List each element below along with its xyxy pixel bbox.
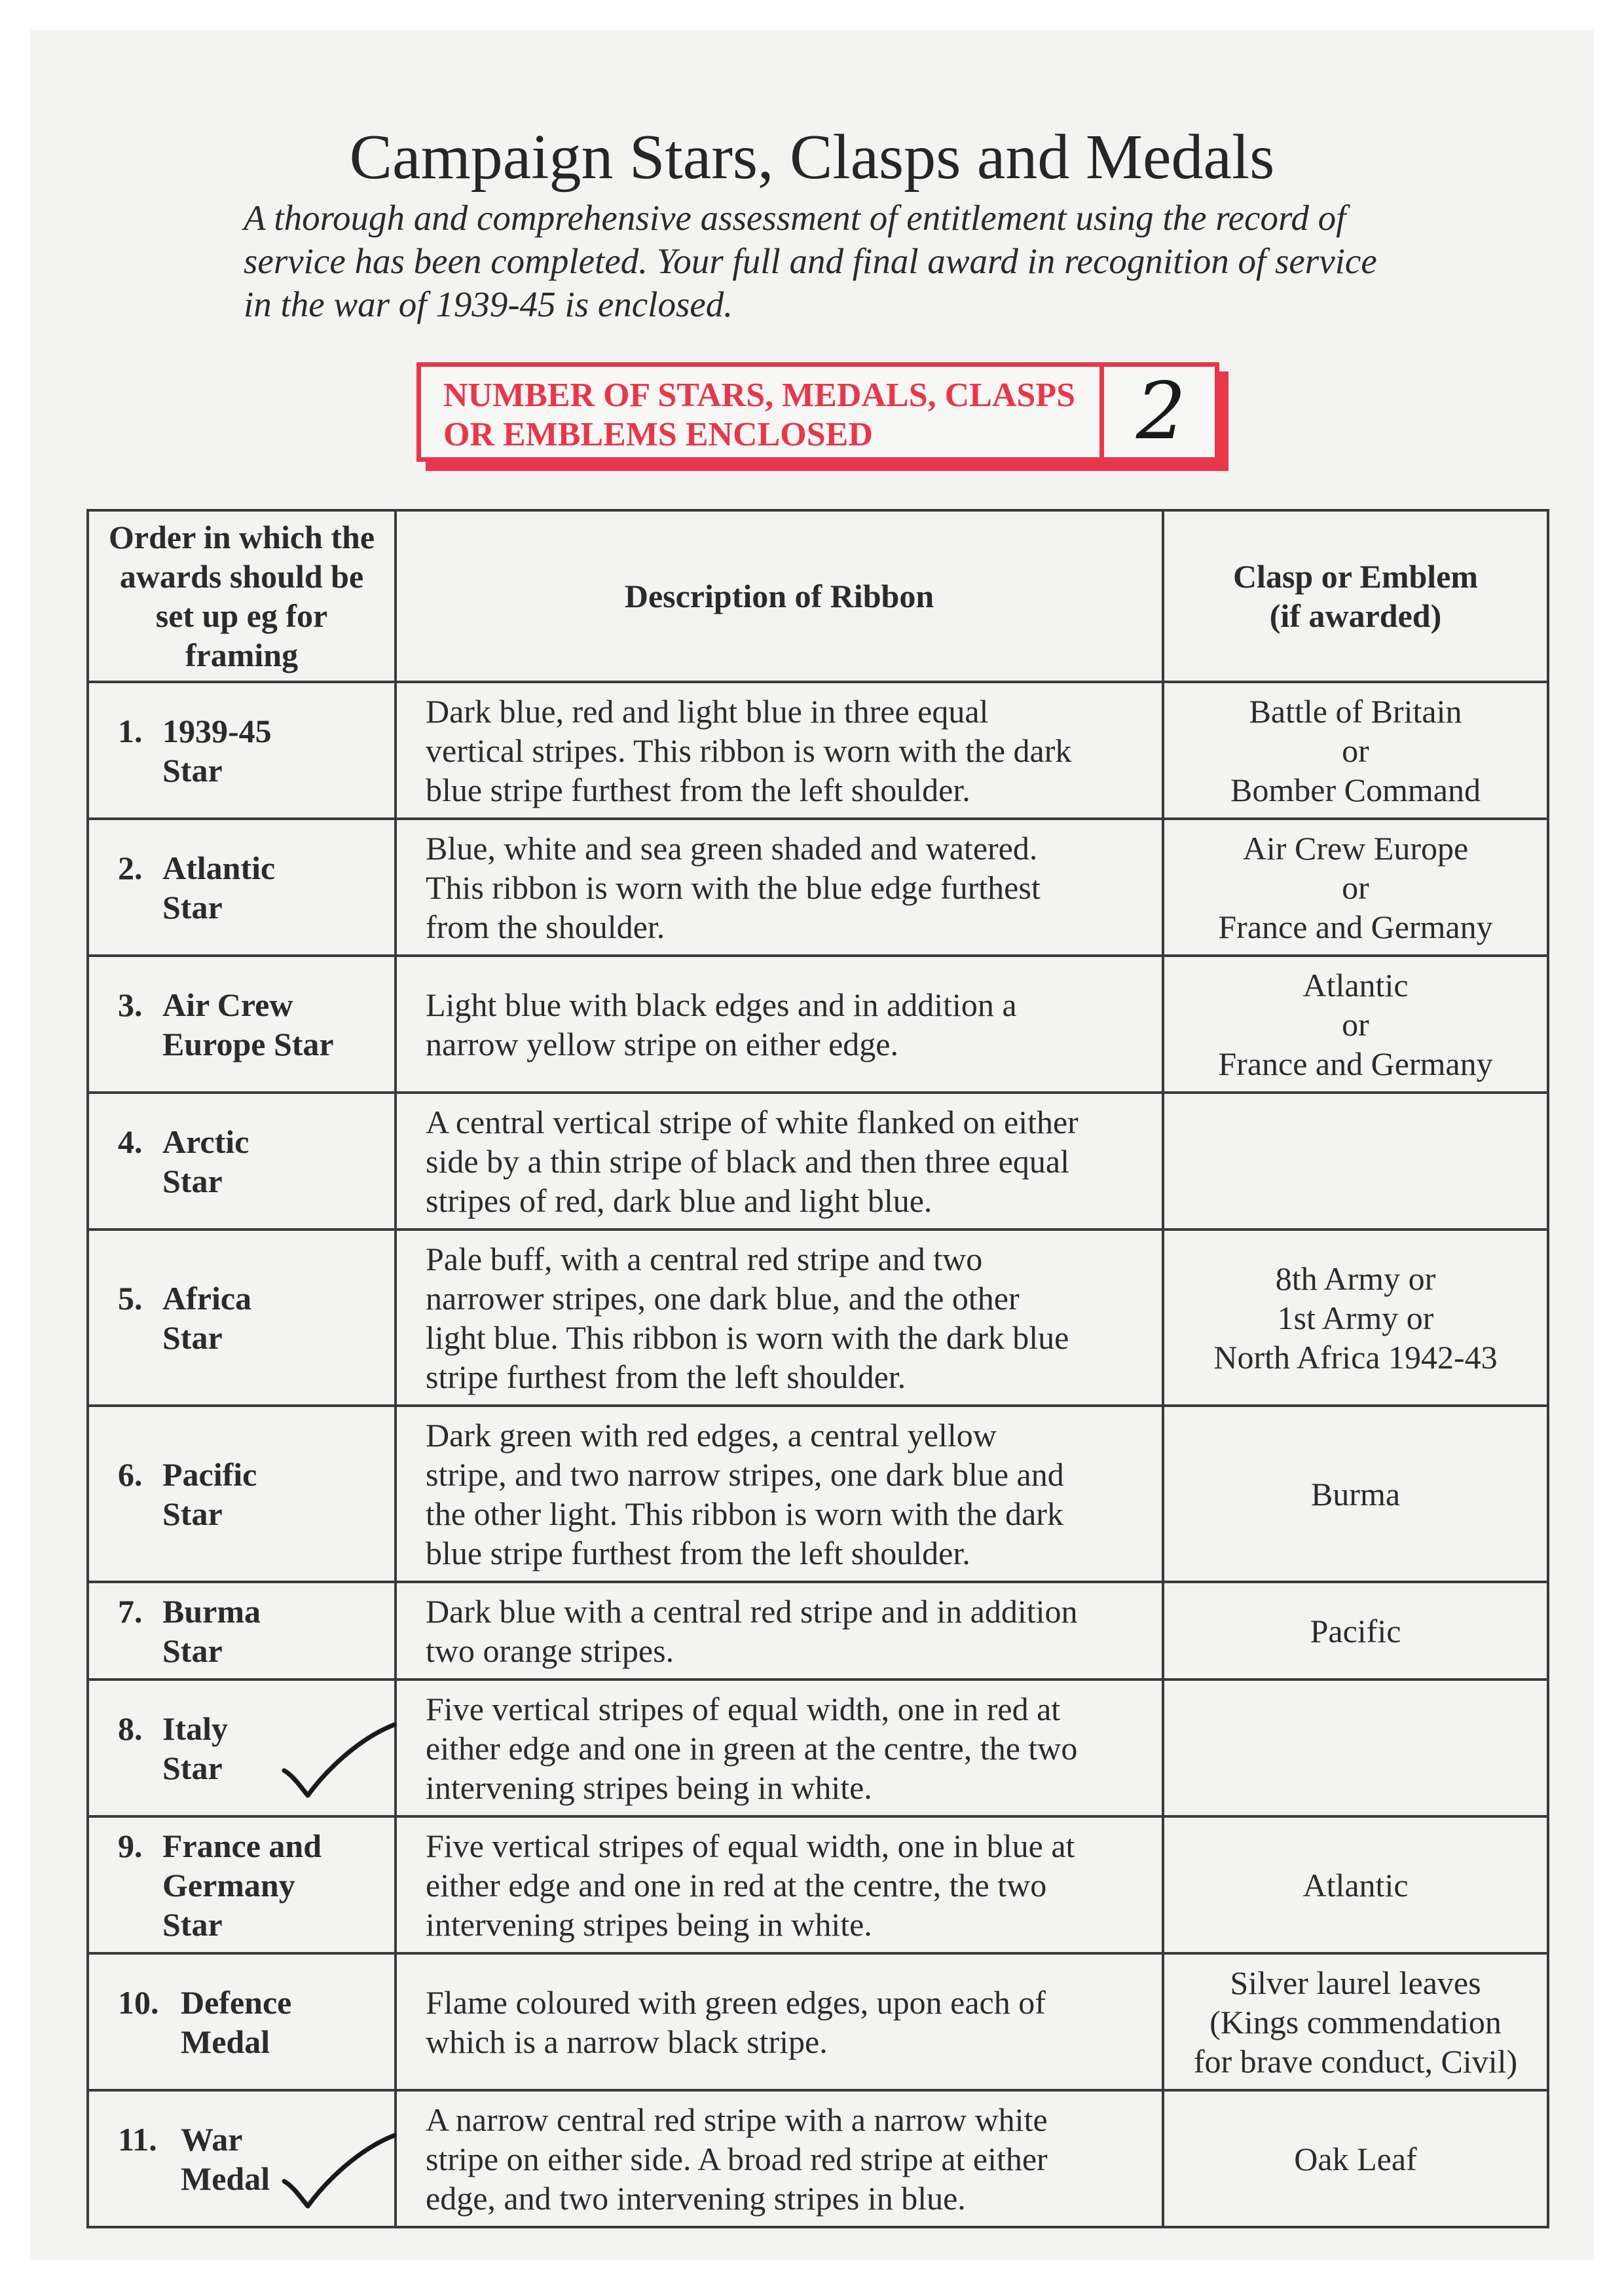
award-name: Defence Medal bbox=[181, 1983, 292, 2060]
award-order-cell bbox=[88, 1406, 396, 1582]
award-number: 6. bbox=[118, 1455, 143, 1493]
count-box-divider bbox=[1099, 367, 1104, 457]
award-row bbox=[88, 682, 1548, 819]
award-row bbox=[88, 956, 1548, 1093]
award-name: France and Germany Star bbox=[162, 1827, 322, 1943]
ribbon-description-cell: Blue, white and sea green shaded and watered. This ribbon is worn with the blue edge furthest from the shoulder. bbox=[396, 819, 1163, 956]
clasp-emblem-cell: Air Crew Europe or France and Germany bbox=[1163, 819, 1548, 956]
ribbon-description-cell: Dark blue with a central red stripe and in addition two orange stripes. bbox=[396, 1582, 1163, 1680]
award-order-cell bbox=[88, 819, 396, 956]
award-number: 10. bbox=[118, 1983, 159, 2021]
award-number: 2. bbox=[118, 849, 143, 886]
award-name: Pacific Star bbox=[162, 1455, 257, 1532]
award-order-cell bbox=[88, 1816, 396, 1953]
award-row bbox=[88, 1680, 1548, 1816]
award-order-cell bbox=[88, 1680, 396, 1816]
award-number: 4. bbox=[118, 1123, 143, 1160]
award-row bbox=[88, 2090, 1548, 2227]
award-order-cell bbox=[88, 1953, 396, 2090]
ribbon-description-cell: A narrow central red stripe with a narrow white stripe on either side. A broad red stripe at either edge, and two intervening stripes in blue. bbox=[396, 2090, 1163, 2227]
award-row bbox=[88, 1582, 1548, 1680]
clasp-emblem-cell bbox=[1163, 1093, 1548, 1229]
award-name: Africa Star bbox=[162, 1279, 252, 1356]
award-row bbox=[88, 1953, 1548, 2090]
award-name: Burma Star bbox=[162, 1592, 261, 1669]
ribbon-description-cell: Dark green with red edges, a central yellow stripe, and two narrow stripes, one dark blue and the other light. This ribbon is worn with the dark blue stripe furthest from the left shoulder. bbox=[396, 1406, 1163, 1582]
ribbon-description-cell: Light blue with black edges and in addition a narrow yellow stripe on either edge. bbox=[396, 956, 1163, 1093]
clasp-emblem-cell: Atlantic or France and Germany bbox=[1163, 956, 1548, 1093]
clasp-emblem-cell: Oak Leaf bbox=[1163, 2090, 1548, 2227]
header-order: Order in which the awards should be set up eg for framing bbox=[88, 510, 396, 682]
clasp-emblem-cell: Atlantic bbox=[1163, 1816, 1548, 1953]
award-order-cell bbox=[88, 1582, 396, 1680]
award-row bbox=[88, 1093, 1548, 1229]
handwritten-checkmark-icon bbox=[279, 2130, 397, 2215]
awards-table bbox=[86, 509, 1549, 2228]
enclosed-count-label: NUMBER OF STARS, MEDALS, CLASPS OR EMBLEMS ENCLOSED bbox=[443, 377, 1076, 453]
ribbon-description-cell: Flame coloured with green edges, upon each of which is a narrow black stripe. bbox=[396, 1953, 1163, 2090]
ribbon-description-cell: Five vertical stripes of equal width, one in red at either edge and one in green at the centre, the two intervening stripes being in white. bbox=[396, 1680, 1163, 1816]
award-number: 3. bbox=[118, 986, 143, 1023]
clasp-emblem-cell: Burma bbox=[1163, 1406, 1548, 1582]
enclosed-count-box bbox=[416, 362, 1219, 462]
award-name: Atlantic Star bbox=[162, 849, 276, 926]
award-number: 11. bbox=[118, 2120, 157, 2158]
table-header-row bbox=[88, 510, 1548, 682]
award-number: 7. bbox=[118, 1592, 143, 1630]
ribbon-description-cell: Dark blue, red and light blue in three equal vertical stripes. This ribbon is worn with the dark blue stripe furthest from the left shoulder. bbox=[396, 682, 1163, 819]
award-order-cell bbox=[88, 1093, 396, 1229]
award-number: 9. bbox=[118, 1827, 143, 1864]
award-name: Italy Star bbox=[162, 1710, 228, 1786]
enclosed-count-value: 2 bbox=[1135, 366, 1187, 457]
award-order-cell bbox=[88, 2090, 396, 2227]
award-row bbox=[88, 1816, 1548, 1953]
clasp-emblem-cell bbox=[1163, 1680, 1548, 1816]
ribbon-description-cell: A central vertical stripe of white flanked on either side by a thin stripe of black and then three equal stripes of red, dark blue and light blue. bbox=[396, 1093, 1163, 1229]
award-name: Arctic Star bbox=[162, 1123, 249, 1199]
award-number: 1. bbox=[118, 712, 143, 749]
award-order-cell bbox=[88, 1229, 396, 1406]
ribbon-description-cell: Pale buff, with a central red stripe and two narrower stripes, one dark blue, and the other light blue. This ribbon is worn with the dark blue stripe furthest from the left shoulder. bbox=[396, 1229, 1163, 1406]
clasp-emblem-cell: 8th Army or 1st Army or North Africa 1942-43 bbox=[1163, 1229, 1548, 1406]
award-order-cell bbox=[88, 682, 396, 819]
award-name: Air Crew Europe Star bbox=[162, 986, 334, 1062]
header-clasp: Clasp or Emblem (if awarded) bbox=[1163, 510, 1548, 682]
clasp-emblem-cell: Battle of Britain or Bomber Command bbox=[1163, 682, 1548, 819]
award-row bbox=[88, 1229, 1548, 1406]
award-row bbox=[88, 819, 1548, 956]
handwritten-checkmark-icon bbox=[279, 1719, 397, 1805]
award-number: 8. bbox=[118, 1710, 143, 1747]
award-order-cell bbox=[88, 956, 396, 1093]
award-name: 1939-45 Star bbox=[162, 712, 272, 789]
intro-paragraph: A thorough and comprehensive assessment of entitlement using the record of service has been completed. Your full and final award in recognition of service in the war of 1939-45 is enclosed. bbox=[244, 198, 1377, 324]
ribbon-description-cell: Five vertical stripes of equal width, one in blue at either edge and one in red at the centre, the two intervening stripes being in white. bbox=[396, 1816, 1163, 1953]
award-name: War Medal bbox=[181, 2120, 270, 2197]
clasp-emblem-cell: Pacific bbox=[1163, 1582, 1548, 1680]
award-number: 5. bbox=[118, 1279, 143, 1317]
header-description: Description of Ribbon bbox=[396, 510, 1163, 682]
clasp-emblem-cell: Silver laurel leaves (Kings commendation for brave conduct, Civil) bbox=[1163, 1953, 1548, 2090]
page-title: Campaign Stars, Clasps and Medals bbox=[349, 122, 1275, 193]
award-row bbox=[88, 1406, 1548, 1582]
